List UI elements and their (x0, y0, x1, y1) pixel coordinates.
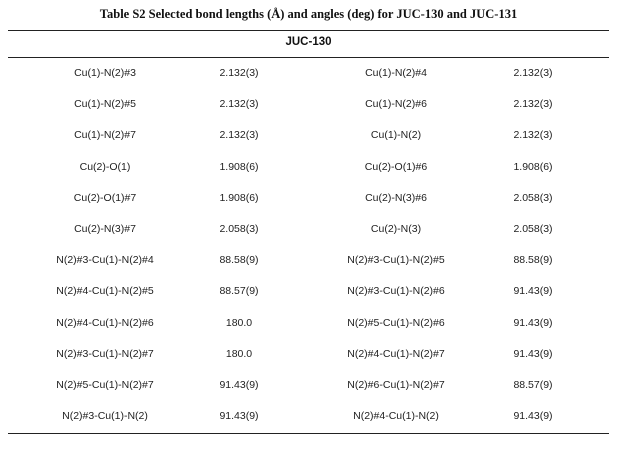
bond-value: 2.132(3) (513, 129, 553, 142)
section-label: JUC-130 (285, 36, 332, 48)
table-row (8, 401, 609, 432)
bond-label: N(2)#5-Cu(1)-N(2)#7 (56, 378, 154, 391)
bond-value: 2.058(3) (513, 191, 553, 204)
table-title: Table S2 Selected bond lengths (Å) and angles (deg) for JUC-130 and JUC-131 (99, 7, 518, 21)
bond-label: N(2)#3-Cu(1)-N(2) (62, 410, 148, 423)
bond-label: N(2)#3-Cu(1)-N(2)#4 (56, 254, 154, 267)
table-row (8, 276, 609, 307)
table-row (8, 245, 609, 276)
bond-label: N(2)#4-Cu(1)-N(2)#5 (56, 285, 154, 298)
bond-label: Cu(1)-N(2)#3 (74, 67, 136, 79)
bond-label: Cu(1)-N(2)#6 (365, 98, 427, 111)
bond-value: 88.58(9) (513, 254, 553, 267)
bond-value: 2.058(3) (513, 222, 553, 235)
bond-value: 2.132(3) (513, 67, 553, 79)
table-row (8, 120, 609, 151)
bond-value: 91.43(9) (219, 378, 259, 391)
table-top-rule (8, 30, 609, 31)
bond-value: 88.58(9) (219, 254, 259, 267)
bond-value: 2.132(3) (219, 98, 259, 111)
bond-label: Cu(2)-N(3)#7 (74, 222, 136, 235)
bond-label: Cu(2)-O(1)#6 (364, 160, 428, 173)
table-body (8, 58, 609, 432)
table-row (8, 89, 609, 120)
bond-label: N(2)#4-Cu(1)-N(2)#6 (56, 316, 154, 329)
bond-label: N(2)#3-Cu(1)-N(2)#5 (347, 254, 445, 267)
bond-value: 2.058(3) (219, 222, 259, 235)
table-row (8, 339, 609, 370)
table-row (8, 214, 609, 245)
table-row (8, 58, 609, 89)
table-row (8, 152, 609, 183)
table-row (8, 183, 609, 214)
bond-value: 91.43(9) (513, 347, 553, 360)
bond-label: Cu(1)-N(2) (370, 129, 422, 142)
bond-value: 2.132(3) (513, 98, 553, 111)
bond-label: N(2)#6-Cu(1)-N(2)#7 (347, 378, 445, 391)
bond-value: 91.43(9) (513, 410, 553, 423)
bond-label: Cu(1)-N(2)#5 (74, 98, 136, 111)
bond-label: Cu(2)-O(1) (79, 160, 131, 173)
bond-value: 88.57(9) (513, 378, 553, 391)
bond-label: Cu(2)-N(3) (370, 222, 422, 235)
bond-value: 180.0 (225, 347, 253, 360)
bond-value: 91.43(9) (513, 316, 553, 329)
bond-value: 91.43(9) (219, 410, 259, 423)
bond-label: N(2)#5-Cu(1)-N(2)#6 (347, 316, 445, 329)
bond-value: 2.132(3) (219, 129, 259, 142)
bond-value: 2.132(3) (219, 67, 259, 79)
bond-label: Cu(2)-N(3)#6 (365, 191, 427, 204)
bond-label: N(2)#3-Cu(1)-N(2)#7 (56, 347, 154, 360)
bond-value: 180.0 (225, 316, 253, 329)
bond-label: N(2)#3-Cu(1)-N(2)#6 (347, 285, 445, 298)
bond-label: N(2)#4-Cu(1)-N(2) (353, 410, 439, 423)
bond-value: 88.57(9) (219, 285, 259, 298)
bond-value: 1.908(6) (219, 191, 259, 204)
bond-label: Cu(1)-N(2)#4 (365, 67, 427, 79)
bond-label: Cu(2)-O(1)#7 (73, 191, 137, 204)
table-row (8, 370, 609, 401)
bond-label: N(2)#4-Cu(1)-N(2)#7 (347, 347, 445, 360)
bond-label: Cu(1)-N(2)#7 (74, 129, 136, 142)
table-row (8, 308, 609, 339)
bond-value: 91.43(9) (513, 285, 553, 298)
table-bottom-rule (8, 433, 609, 434)
bond-value: 1.908(6) (219, 160, 259, 173)
bond-value: 1.908(6) (513, 160, 553, 173)
